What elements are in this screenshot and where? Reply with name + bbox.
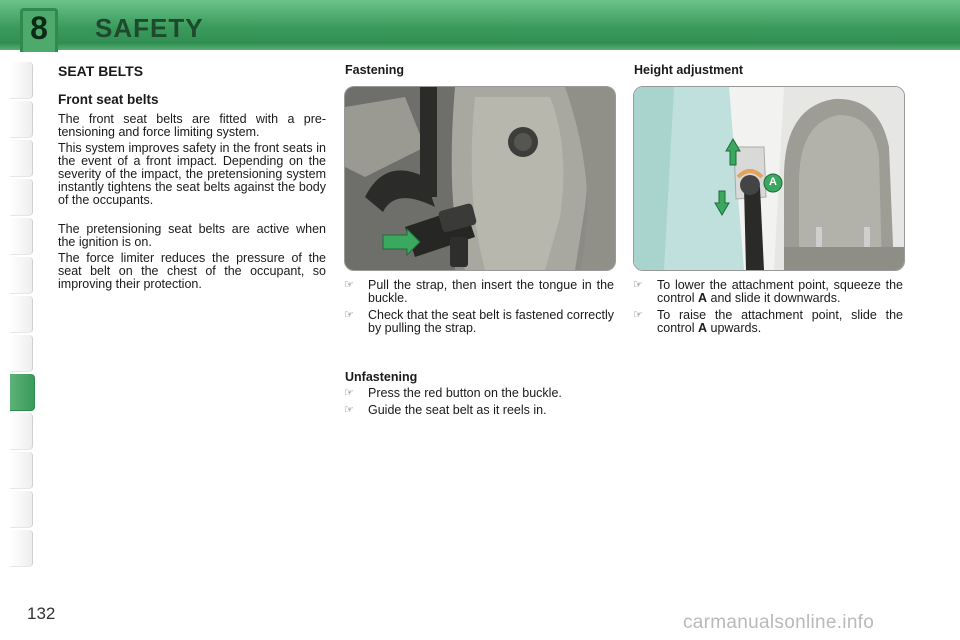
side-tab[interactable] xyxy=(10,140,33,177)
height-adjustment-photo xyxy=(633,86,905,271)
fastening-title: Fastening xyxy=(345,63,405,77)
pointing-hand-icon: ☞ xyxy=(633,279,643,291)
list-item xyxy=(633,309,903,335)
paragraph: The force limiter reduces the pressure of the seat belt on the chest of the occupant, so improving their protection. xyxy=(58,251,326,291)
side-tab[interactable] xyxy=(10,413,33,450)
side-tab[interactable] xyxy=(10,218,33,255)
chapter-side-tabs xyxy=(10,62,36,569)
control-a-ref: A xyxy=(698,291,708,305)
side-tab[interactable] xyxy=(10,62,33,99)
side-tab[interactable] xyxy=(10,296,33,333)
list-item-text: Pull the strap, then insert the tongue in the buckle. xyxy=(368,278,614,305)
list-item-text: To lower the attachment point, squeeze the control xyxy=(657,278,903,305)
control-a-label: A xyxy=(769,176,777,188)
list-item-text: Press the red button on the buckle. xyxy=(368,386,562,400)
paragraph: The front seat belts are fitted with a pre-tensioning and force limiting system. xyxy=(58,112,326,139)
list-item-text: upwards. xyxy=(707,321,762,335)
pointing-hand-icon: ☞ xyxy=(344,404,354,416)
list-item-text: Guide the seat belt as it reels in. xyxy=(368,403,547,417)
paragraph: The pretensioning seat belts are active when the ignition is on. xyxy=(58,222,326,249)
list-item xyxy=(344,404,614,417)
side-tab-active[interactable] xyxy=(10,374,35,411)
watermark: carmanualsonline.info xyxy=(683,612,875,633)
list-item-text: Check that the seat belt is fastened correctly by pulling the strap. xyxy=(368,308,614,335)
list-item xyxy=(344,279,614,305)
side-tab[interactable] xyxy=(10,179,33,216)
side-tab[interactable] xyxy=(10,452,33,489)
unfastening-title: Unfastening xyxy=(345,370,418,384)
page-title: SAFETY xyxy=(95,13,204,43)
pointing-hand-icon: ☞ xyxy=(344,387,354,399)
height-adjustment-title: Height adjustment xyxy=(634,63,744,77)
page-number: 132 xyxy=(27,604,56,623)
side-tab[interactable] xyxy=(10,491,33,528)
side-tab[interactable] xyxy=(10,530,33,567)
side-tab[interactable] xyxy=(10,101,33,138)
fastening-list xyxy=(344,279,614,339)
fastening-photo xyxy=(344,86,616,271)
chapter-number: 8 xyxy=(30,10,48,46)
list-item-text: and slide it downwards. xyxy=(707,291,841,305)
section-title: SEAT BELTS xyxy=(58,63,144,79)
paragraph: This system improves safety in the front seats in the event of a front impact. Depending on the severity of the impact, the pretensioning system instantly tightens the seat belts against the body of the occupants. xyxy=(58,141,326,207)
list-item xyxy=(633,279,903,305)
list-item xyxy=(344,387,614,400)
unfastening-list xyxy=(344,387,614,421)
list-item-text: To raise the attachment point, slide the control xyxy=(657,308,903,335)
pointing-hand-icon: ☞ xyxy=(344,279,354,291)
subsection-title: Front seat belts xyxy=(58,92,159,107)
pointing-hand-icon: ☞ xyxy=(344,309,354,321)
control-a-ref: A xyxy=(698,321,708,335)
pointing-hand-icon: ☞ xyxy=(633,309,643,321)
seat-belt-buckle-illustration xyxy=(345,87,615,270)
height-adjustment-list xyxy=(633,279,903,339)
side-tab[interactable] xyxy=(10,335,33,372)
side-tab[interactable] xyxy=(10,257,33,294)
list-item xyxy=(344,309,614,335)
